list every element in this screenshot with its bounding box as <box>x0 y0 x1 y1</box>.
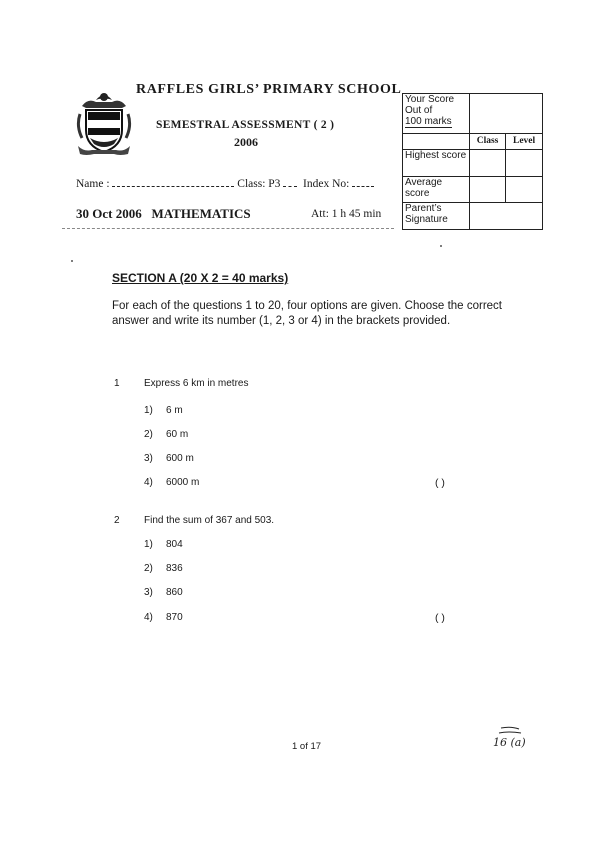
blank-label-cell <box>403 134 470 150</box>
question-1-option-3[interactable]: 3) 600 m <box>144 453 194 464</box>
score-table <box>402 93 543 230</box>
question-1-answer-brackets[interactable]: ( ) <box>435 477 445 489</box>
score-entry-cell[interactable] <box>470 94 543 134</box>
question-1-option-1[interactable]: 1) 6 m <box>144 405 183 416</box>
question-2-number: 2 <box>114 515 120 526</box>
exam-duration: Att: 1 h 45 min <box>311 208 382 220</box>
question-2-option-1[interactable]: 1) 804 <box>144 539 183 550</box>
question-1-text: Express 6 km in metres <box>144 378 249 389</box>
exam-date: 30 Oct 2006 <box>76 206 142 221</box>
scan-speck <box>71 260 73 262</box>
scan-speck <box>440 245 442 247</box>
name-field[interactable] <box>112 176 234 187</box>
question-2-answer-brackets[interactable]: ( ) <box>435 612 445 624</box>
parent-signature-label: Parent’s Signature <box>403 202 470 229</box>
question-2-option-3[interactable]: 3) 860 <box>144 587 183 598</box>
date-subject-line <box>76 206 251 222</box>
class-label: Class: P3 <box>237 178 281 190</box>
average-score-label: Average score <box>403 176 470 202</box>
header-divider <box>62 228 394 229</box>
assessment-year: 2006 <box>234 135 258 149</box>
class-column-header: Class <box>470 134 506 150</box>
question-1-number: 1 <box>114 378 120 389</box>
name-label: Name : <box>76 178 110 190</box>
question-2-option-2[interactable]: 2) 836 <box>144 563 183 574</box>
assessment-title: SEMESTRAL ASSESSMENT ( 2 ) <box>156 119 335 131</box>
index-label: Index No: <box>303 178 350 190</box>
section-instructions: For each of the questions 1 to 20, four options are given. Choose the correct answer and write its number (1, 2, 3 or 4) in the brackets provided. <box>112 300 502 327</box>
highest-level-cell[interactable] <box>506 150 543 176</box>
question-1-option-4[interactable]: 4) 6000 m <box>144 477 200 488</box>
page-number: 1 of 17 <box>292 741 322 752</box>
question-2-option-4[interactable]: 4) 870 <box>144 612 183 623</box>
class-field[interactable] <box>283 176 297 187</box>
your-score-cell: Your Score Out of 100 marks <box>403 94 470 134</box>
level-column-header: Level <box>506 134 543 150</box>
handwritten-text: 16 (a) <box>493 736 526 749</box>
question-2-text: Find the sum of 367 and 503. <box>144 515 275 526</box>
highest-class-cell[interactable] <box>470 150 506 176</box>
student-info-line <box>76 176 374 190</box>
handwritten-note <box>491 724 531 750</box>
parent-signature-cell[interactable] <box>470 202 543 229</box>
hundred-marks: 100 marks <box>405 116 452 127</box>
average-level-cell[interactable] <box>506 176 543 202</box>
highest-score-label: Highest score <box>403 150 470 176</box>
question-1-option-2[interactable]: 2) 60 m <box>144 429 189 440</box>
section-a-title: SECTION A (20 X 2 = 40 marks) <box>112 271 289 285</box>
average-class-cell[interactable] <box>470 176 506 202</box>
school-crest-logo <box>74 90 134 158</box>
index-field[interactable] <box>352 176 374 187</box>
school-name: RAFFLES GIRLS’ PRIMARY SCHOOL <box>136 82 402 97</box>
exam-subject: MATHEMATICS <box>151 206 251 221</box>
